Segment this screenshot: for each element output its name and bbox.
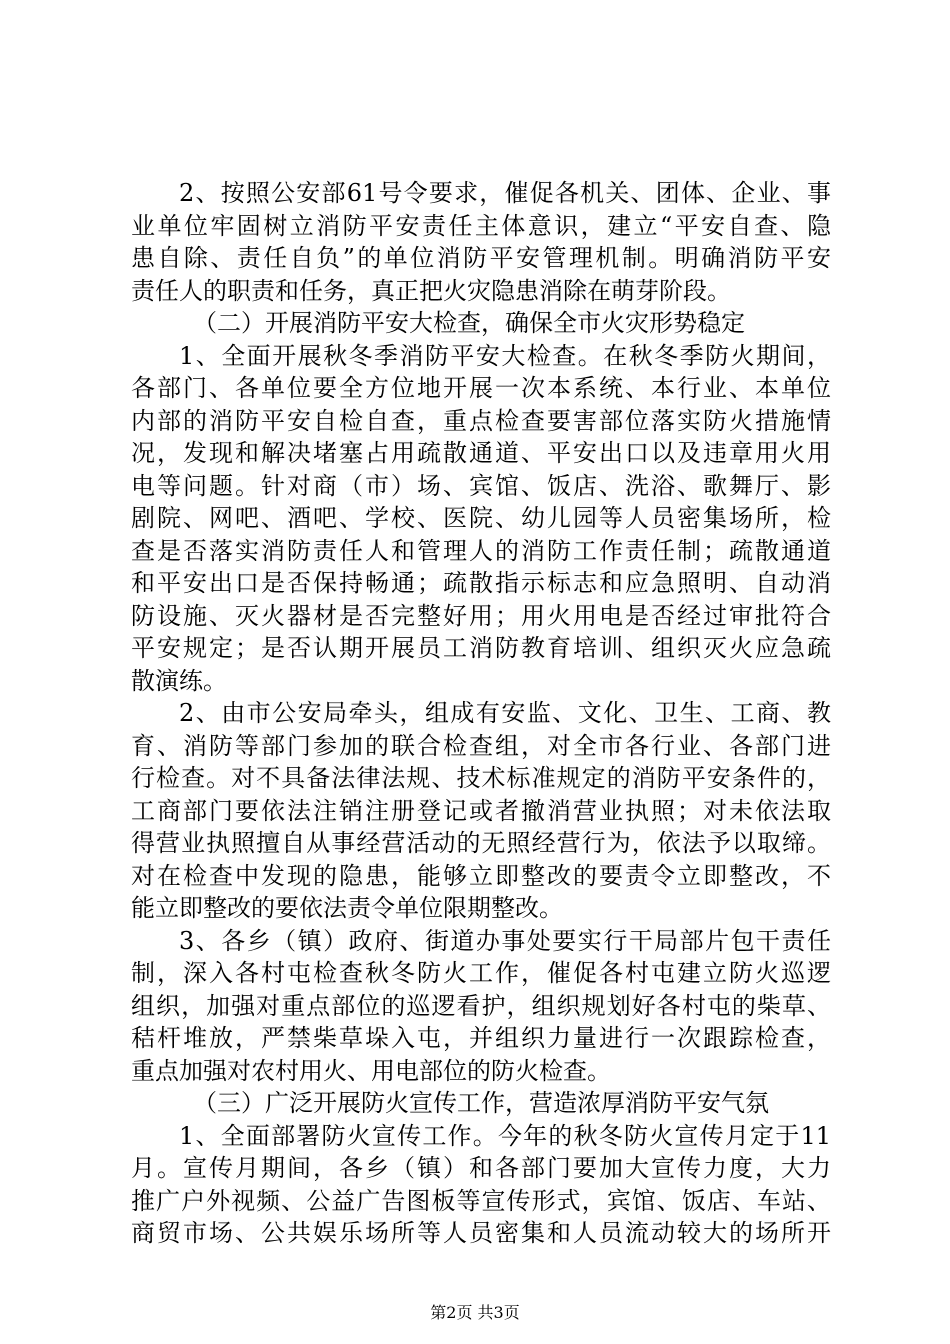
text-line: 对在检查中发现的隐患，能够立即整改的要责令立即整改，不 bbox=[131, 861, 831, 890]
text-line: 1、全面开展秋冬季消防平安大检查。在秋冬季防火期间， bbox=[179, 341, 831, 370]
text-line: 组织，加强对重点部位的巡逻看护，组织规划好各村屯的柴草、 bbox=[131, 991, 831, 1020]
text-line: 行检查。对不具备法律法规、技术标准规定的消防平安条件的， bbox=[131, 764, 831, 792]
page-footer bbox=[0, 1303, 950, 1323]
text-line: 患自除、责任自负”的单位消防平安管理机制。明确消防平安 bbox=[131, 244, 831, 272]
text-line: 内部的消防平安自检自查，重点检查要害部位落实防火措施情 bbox=[131, 406, 831, 435]
text-line: 2、按照公安部61号令要求，催促各机关、团体、企业、事 bbox=[179, 179, 831, 207]
text-line: 2、由市公安局牵头，组成有安监、文化、卫生、工商、教 bbox=[179, 699, 831, 727]
text-line: 商贸市场、公共娱乐场所等人员密集和人员流动较大的场所开 bbox=[131, 1219, 831, 1247]
text-line: 查是否落实消防责任人和管理人的消防工作责任制；疏散通道 bbox=[131, 536, 831, 565]
text-line: 能立即整改的要依法责令单位限期整改。 bbox=[131, 894, 563, 922]
text-line: 电等问题。针对商（市）场、宾馆、饭店、洗浴、歌舞厅、影 bbox=[131, 471, 831, 500]
text-line: 况，发现和解决堵塞占用疏散通道、平安出口以及违章用火用 bbox=[131, 439, 831, 467]
text-line: 制，深入各村屯检查秋冬防火工作，催促各村屯建立防火巡逻 bbox=[131, 959, 831, 987]
text-line: 业单位牢固树立消防平安责任主体意识，建立“平安自查、隐 bbox=[131, 211, 831, 240]
document-body bbox=[131, 177, 831, 1250]
text-line: 和平安出口是否保持畅通；疏散指示标志和应急照明、自动消 bbox=[131, 569, 831, 597]
text-line: 剧院、网吧、酒吧、学校、医院、幼儿园等人员密集场所，检 bbox=[131, 504, 831, 532]
text-line: 重点加强对农村用火、用电部位的防火检查。 bbox=[131, 1056, 611, 1085]
text-line: 平安规定；是否认期开展员工消防教育培训、组织灭火应急疏 bbox=[131, 634, 831, 662]
text-line: 防设施、灭火器材是否完整好用；用火用电是否经过审批符合 bbox=[131, 601, 831, 630]
text-line: 月。宣传月期间，各乡（镇）和各部门要加大宣传力度，大力 bbox=[131, 1154, 831, 1182]
section-heading-line: （二）开展消防平安大检查，确保全市火灾形势稳定 bbox=[193, 309, 745, 337]
page-number-label: 第2页 共3页 bbox=[430, 1303, 520, 1322]
text-line: 责任人的职责和任务，真正把火灾隐患消除在萌芽阶段。 bbox=[131, 276, 731, 305]
text-line: 散演练。 bbox=[131, 666, 227, 695]
text-line: 各部门、各单位要全方位地开展一次本系统、本行业、本单位 bbox=[131, 374, 831, 402]
text-line: 3、各乡（镇）政府、街道办事处要实行干局部片包干责任 bbox=[179, 926, 831, 955]
text-line: 1、全面部署防火宣传工作。今年的秋冬防火宣传月定于11 bbox=[179, 1121, 831, 1150]
text-line: 工商部门要依法注销注册登记或者撤消营业执照；对未依法取 bbox=[131, 796, 831, 825]
text-line: 推广户外视频、公益广告图板等宣传形式，宾馆、饭店、车站、 bbox=[131, 1186, 831, 1215]
text-line: 得营业执照擅自从事经营活动的无照经营行为，依法予以取缔。 bbox=[131, 829, 831, 857]
text-line: 秸杆堆放，严禁柴草垛入屯，并组织力量进行一次跟踪检查， bbox=[131, 1024, 831, 1052]
section-heading-line: （三）广泛开展防火宣传工作，营造浓厚消防平安气氛 bbox=[193, 1089, 769, 1117]
text-line: 育、消防等部门参加的联合检查组，对全市各行业、各部门进 bbox=[131, 731, 831, 760]
